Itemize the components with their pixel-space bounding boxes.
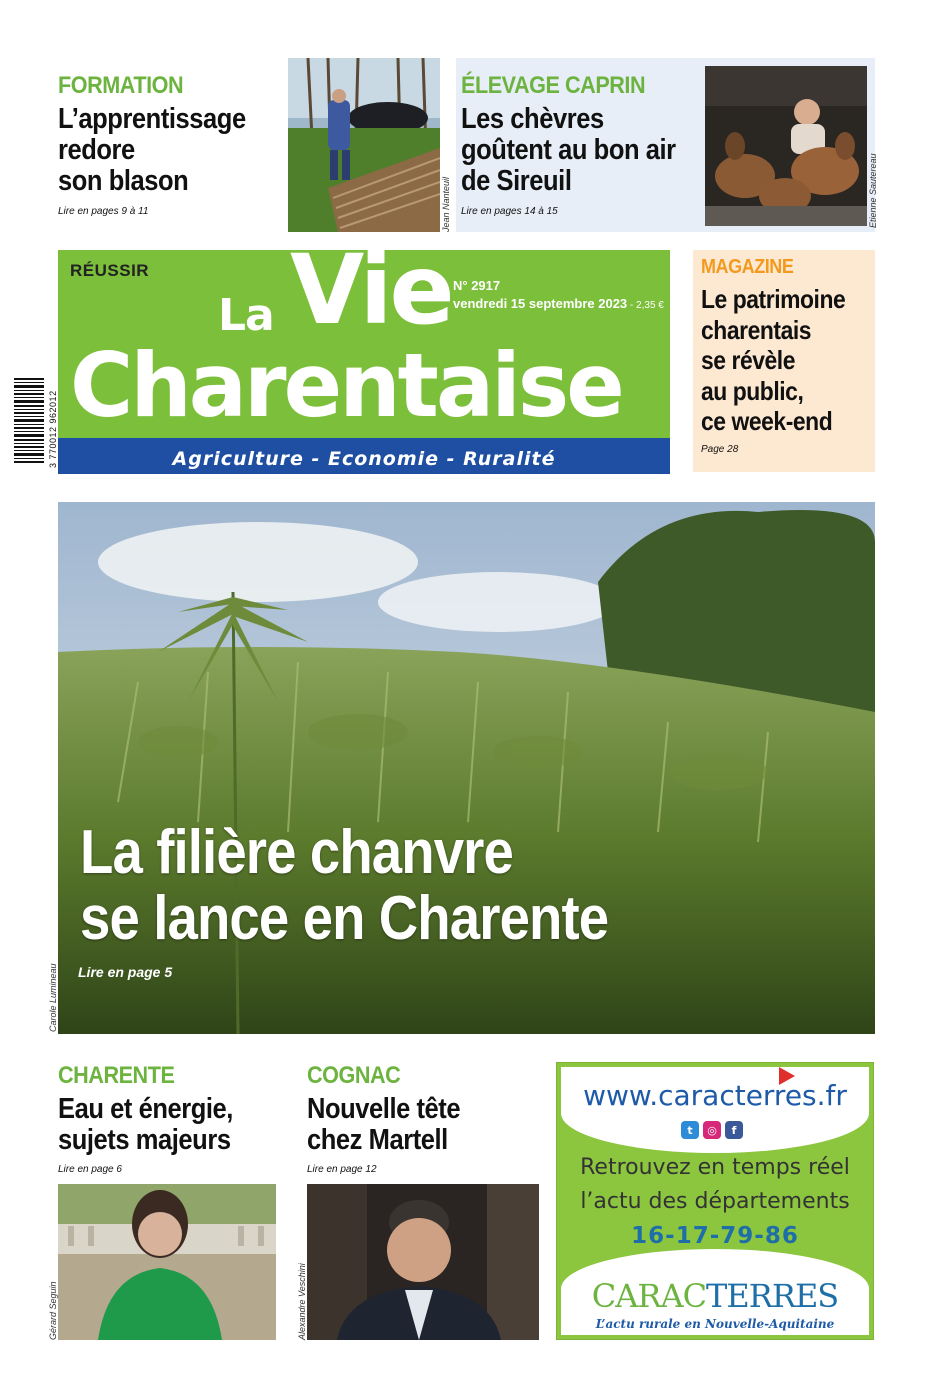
magazine-box[interactable]: [693, 250, 875, 472]
elevage-readon[interactable]: Lire en pages 14 à 15: [461, 206, 558, 217]
cognac-readon[interactable]: Lire en page 12: [307, 1164, 377, 1175]
magazine-headline-line: charentais: [701, 314, 812, 345]
elevage-headline[interactable]: [461, 104, 676, 197]
facebook-icon[interactable]: f: [725, 1121, 743, 1139]
charente-credit: Gérard Seguin: [48, 1281, 58, 1340]
masthead-title-charentaise: Charentaise: [70, 334, 622, 437]
masthead[interactable]: [58, 250, 670, 474]
formation-headline-line: L’apprentissage: [58, 103, 246, 135]
charente-headline-line: sujets majeurs: [58, 1124, 231, 1156]
masthead-title-la: La: [218, 290, 274, 341]
magazine-headline-line: se révèle: [701, 345, 796, 375]
hero-readon[interactable]: Lire en page 5: [78, 964, 173, 980]
formation-readon[interactable]: Lire en pages 9 à 11: [58, 206, 149, 217]
magazine-kicker: MAGAZINE: [701, 256, 794, 278]
charente-photo: [58, 1184, 276, 1340]
cognac-photo: [307, 1184, 539, 1340]
charente-headline-line: Eau et énergie,: [58, 1093, 233, 1125]
formation-headline[interactable]: [58, 104, 246, 197]
charente-headline[interactable]: [58, 1094, 233, 1156]
magazine-headline-line: au public,: [701, 375, 804, 406]
hero-headline-line: se lance en Charente: [80, 884, 609, 953]
elevage-credit: Etienne Sautereau: [868, 153, 878, 228]
ad-departments: 16-17-79-86: [631, 1223, 799, 1249]
hero-credit: Carole Lumineau: [48, 963, 58, 1032]
cognac-headline[interactable]: [307, 1094, 460, 1156]
elevage-headline-line: goûtent au bon air: [461, 134, 676, 166]
goat-photo: [705, 66, 867, 226]
barcode-digits: 3 770012 962012: [48, 390, 58, 468]
cognac-headline-line: Nouvelle tête: [307, 1093, 461, 1125]
formation-kicker: FORMATION: [58, 72, 184, 99]
magazine-headline-line: Le patrimoine: [701, 284, 846, 314]
hero-headline-line: La filière chanvre: [80, 818, 513, 887]
ad-line-2: l’actu des départements: [580, 1189, 850, 1214]
caracterres-ad[interactable]: [556, 1062, 874, 1340]
issue-date: vendredi 15 septembre 2023: [453, 296, 628, 311]
magazine-headline-line: ce week-end: [701, 406, 833, 436]
barcode: [12, 378, 48, 464]
cognac-kicker: COGNAC: [307, 1062, 401, 1089]
masthead-title-vie: Vie: [290, 250, 452, 346]
elevage-headline-line: de Sireuil: [461, 165, 572, 197]
magazine-headline: [701, 284, 845, 437]
elevage-headline-line: Les chèvres: [461, 103, 604, 135]
formation-photo: [288, 58, 440, 232]
ad-url[interactable]: www.caracterres.fr: [583, 1079, 847, 1112]
masthead-tagline: Agriculture - Economie - Ruralité: [172, 448, 556, 470]
cognac-headline-line: chez Martell: [307, 1124, 448, 1156]
formation-headline-line: redore: [58, 134, 135, 166]
charente-kicker: CHARENTE: [58, 1062, 175, 1089]
charente-readon[interactable]: Lire en page 6: [58, 1164, 122, 1175]
elevage-kicker: ÉLEVAGE CAPRIN: [461, 72, 646, 99]
formation-credit: Jean Nanteuil: [441, 176, 451, 232]
caracterres-logo: [557, 1277, 873, 1315]
magazine-readon: Page 28: [701, 444, 739, 455]
formation-headline-line: son blason: [58, 165, 189, 197]
twitter-icon[interactable]: t: [681, 1121, 699, 1139]
instagram-icon[interactable]: ◎: [703, 1121, 721, 1139]
cognac-credit: Alexandre Veschini: [297, 1263, 307, 1340]
logo-part-b: TERRES: [706, 1277, 839, 1315]
issue-date-line: [453, 296, 664, 311]
hero-photo[interactable]: [58, 502, 875, 1034]
issue-price: - 2,35 €: [627, 300, 664, 311]
ad-subtitle: L’actu rurale en Nouvelle-Aquitaine: [595, 1317, 835, 1331]
issue-number: N° 2917: [453, 278, 501, 293]
logo-part-a: CARAC: [591, 1277, 707, 1315]
hero-headline[interactable]: [80, 820, 608, 952]
ad-social-icons: [681, 1121, 743, 1139]
ad-line-1: Retrouvez en temps réel: [580, 1155, 850, 1180]
reussir-logo: RÉUSSIR: [70, 261, 150, 280]
